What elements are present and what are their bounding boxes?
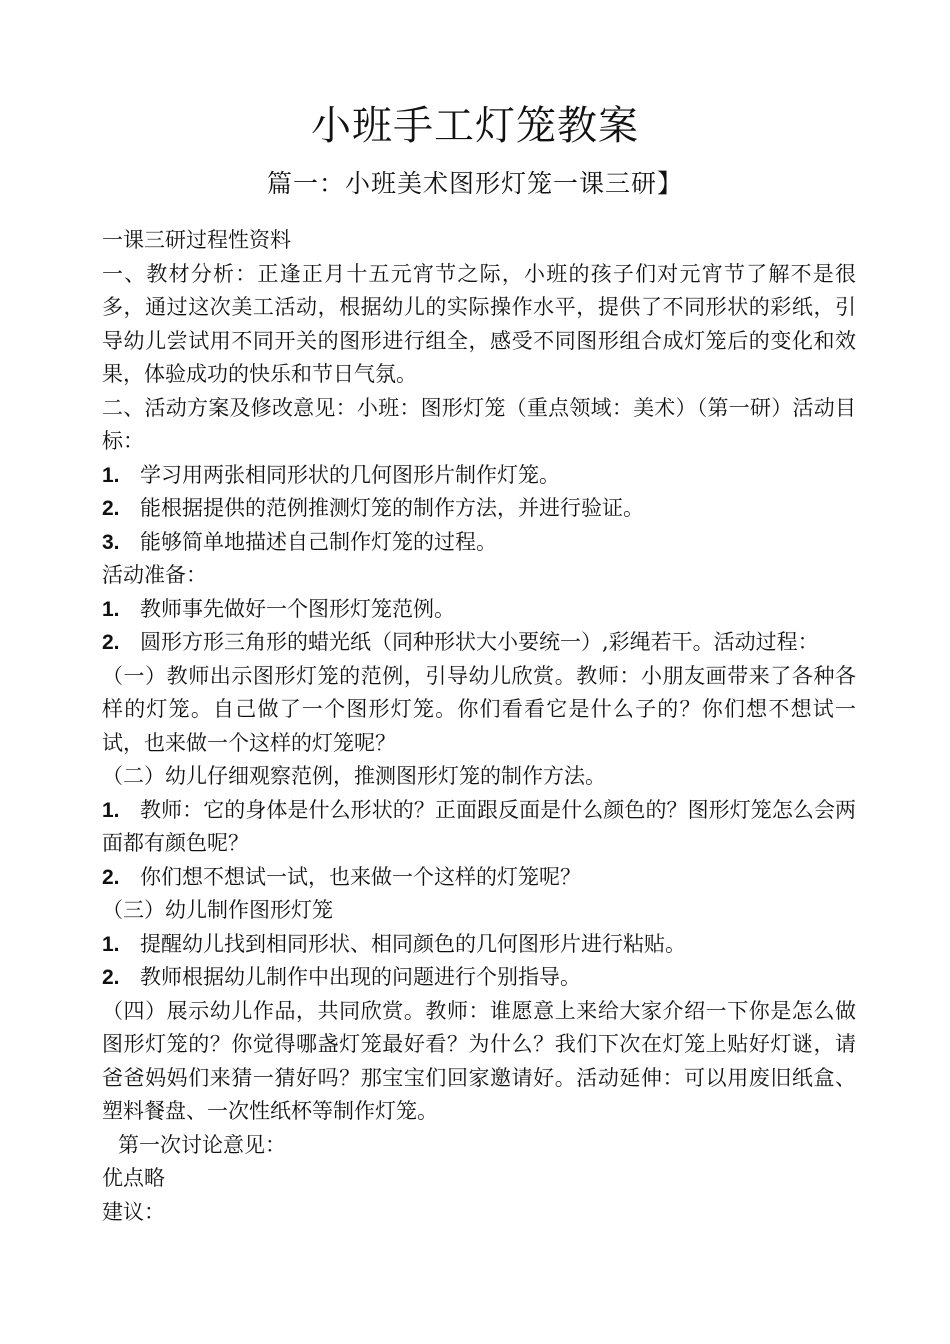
list-number: 1. — [102, 463, 120, 487]
list-item: 2. 你们想不想试一试，也来做一个这样的灯笼呢？ — [102, 861, 856, 895]
list-number: 2. — [102, 966, 120, 989]
list-item: 2. 圆形方形三角形的蜡光纸（同种形状大小要统一）,彩绳若干。活动过程： — [102, 626, 856, 660]
document-body — [102, 224, 856, 1229]
paragraph: （一）教师出示图形灯笼的范例，引导幼儿欣赏。教师：小朋友画带来了各种各样的灯笼。自己做了一个图形灯笼。你们看看它是什么子的？你们想不想试一试，也来做一个这样的灯笼呢？ — [102, 663, 856, 755]
list-item: 2. 教师根据幼儿制作中出现的问题进行个别指导。 — [102, 961, 856, 995]
paragraph: （四）展示幼儿作品，共同欣赏。教师：谁愿意上来给大家介绍一下你是怎么做图形灯笼的？你觉得哪盏灯笼最好看？为什么？我们下次在灯笼上贴好灯谜，请爸爸妈妈们来猜一猜好吗？那宝宝们回家邀请好。活动延伸：可以用废旧纸盒、塑料餐盘、一次性纸杯等制作灯笼。 — [102, 998, 856, 1123]
list-number: 1. — [102, 597, 120, 621]
paragraph: 一课三研过程性资料 — [102, 228, 291, 252]
paragraph: 第一次讨论意见： — [118, 1132, 286, 1157]
list-item: 1. 提醒幼儿找到相同形状、相同颜色的几何图形片进行粘贴。 — [102, 928, 856, 962]
document-subtitle: 篇一：小班美术图形灯笼一课三研】 — [266, 169, 683, 198]
paragraph: 建议： — [102, 1199, 165, 1224]
list-item: 1. 学习用两张相同形状的几何图形片制作灯笼。 — [102, 459, 856, 493]
list-number: 2. — [102, 865, 120, 889]
paragraph: 二、活动方案及修改意见：小班：图形灯笼（重点领域：美术）（第一研）活动目标： — [102, 395, 856, 453]
list-number: 1. — [102, 932, 120, 956]
list-item: 1. 教师：它的身体是什么形状的？正面跟反面是什么颜色的？图形灯笼怎么会两面都有颜色呢？ — [102, 794, 856, 861]
document-title: 小班手工灯笼教案 — [311, 103, 639, 149]
list-number: 2. — [102, 497, 120, 520]
list-item: 1. 教师事先做好一个图形灯笼范例。 — [102, 593, 856, 627]
paragraph: （二）幼儿仔细观察范例，推测图形灯笼的制作方法。 — [102, 764, 606, 788]
list-number: 2. — [102, 631, 120, 654]
list-number: 1. — [102, 798, 120, 822]
list-number: 3. — [102, 530, 120, 554]
list-item: 3. 能够简单地描述自己制作灯笼的过程。 — [102, 526, 856, 560]
paragraph: 活动准备： — [102, 563, 207, 587]
paragraph: （三）幼儿制作图形灯笼 — [102, 898, 333, 922]
paragraph: 优点略 — [102, 1166, 165, 1190]
paragraph: 一、教材分析：正逢正月十五元宵节之际，小班的孩子们对元宵节了解不是很多，通过这次美工活动，根据幼儿的实际操作水平，提供了不同形状的彩纸，引导幼儿尝试用不同开关的图形进行组全，感受不同图形组合成灯笼后的变化和效果，体验成功的快乐和节日气氛。 — [102, 261, 856, 386]
list-item: 2. 能根据提供的范例推测灯笼的制作方法，并进行验证。 — [102, 492, 856, 526]
